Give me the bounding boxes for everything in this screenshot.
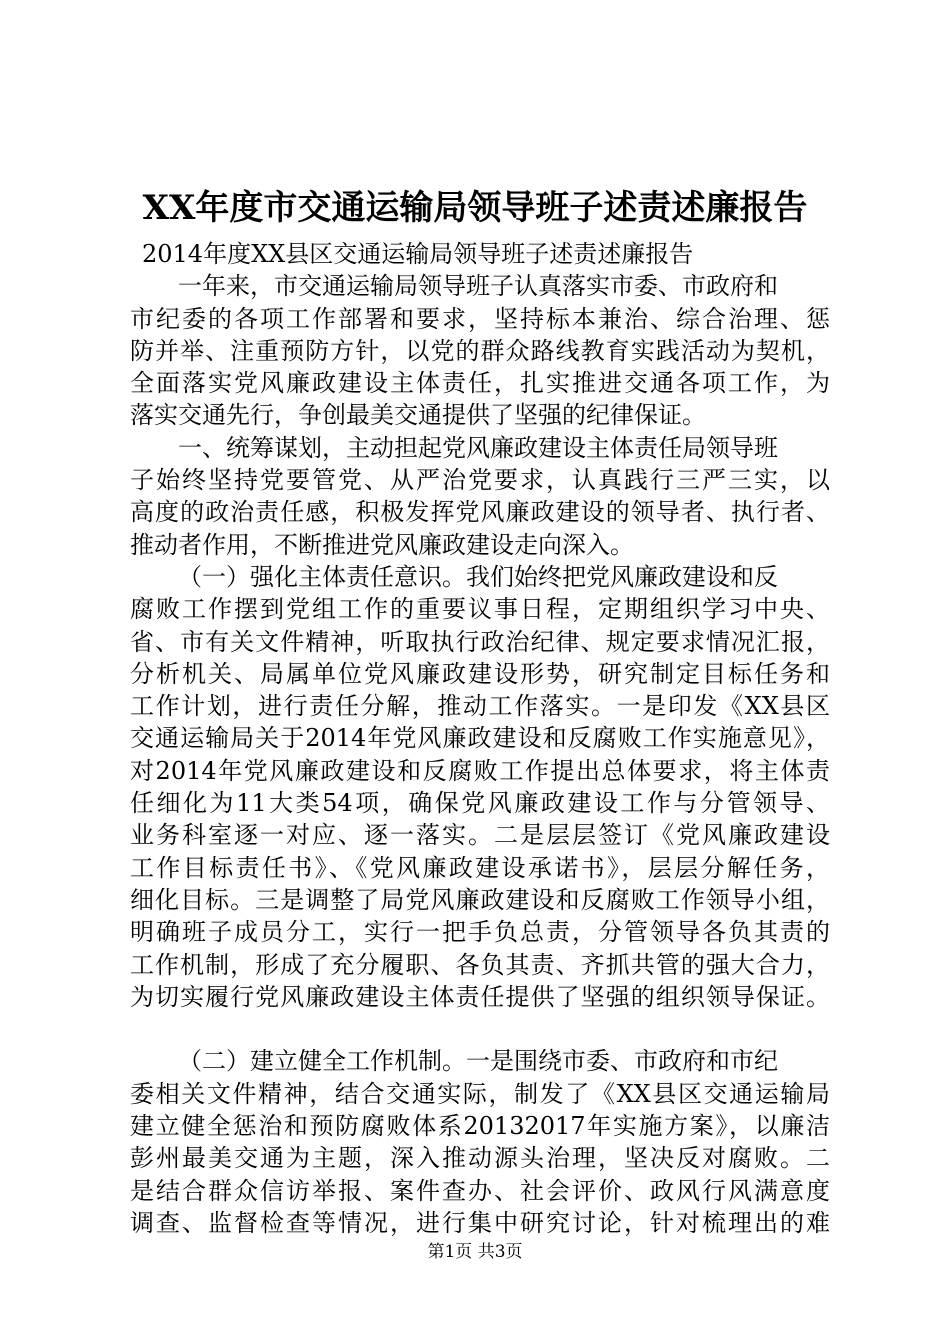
paragraph-line: 高度的政治责任感，积极发挥党风廉政建设的领导者、执行者、 — [130, 498, 830, 527]
paragraph-line: 省、市有关文件精神，听取执行政治纪律、规定要求情况汇报， — [130, 627, 830, 656]
paragraph-line: 防并举、注重预防方针，以党的群众路线教育实践活动为契机， — [130, 336, 830, 365]
paragraph-line: 落实交通先行，争创最美交通提供了坚强的纪律保证。 — [130, 401, 706, 430]
paragraph-line: 一年来，市交通运输局领导班子认真落实市委、市政府和 — [178, 272, 778, 301]
paragraph-line: 业务科室逐一对应、逐一落实。二是层层签订《党风廉政建设 — [130, 821, 830, 850]
paragraph-line: 分析机关、局属单位党风廉政建设形势，研究制定目标任务和 — [130, 659, 830, 688]
paragraph-line: 工作计划，进行责任分解，推动工作落实。一是印发《XX县区 — [130, 692, 830, 721]
paragraph-line: 建立健全惩治和预防腐败体系20132017年实施方案》，以廉洁 — [130, 1112, 830, 1141]
section-heading-line: 一、统筹谋划，主动担起党风廉政建设主体责任局领导班 — [178, 433, 778, 462]
paragraph-line: 彭州最美交通为主题，深入推动源头治理，坚决反对腐败。二 — [130, 1144, 830, 1173]
paragraph-line: 全面落实党风廉政建设主体责任，扎实推进交通各项工作，为 — [130, 369, 830, 398]
paragraph-line: 工作机制，形成了充分履职、各负其责、齐抓共管的强大合力， — [130, 950, 830, 979]
paragraph-line: 推动者作用，不断推进党风廉政建设走向深入。 — [130, 530, 634, 559]
document-title: XX年度市交通运输局领导班子述责述廉报告 — [142, 188, 808, 228]
paragraph-line: 子始终坚持党要管党、从严治党要求，认真践行三严三实，以 — [130, 466, 830, 495]
paragraph-line: 市纪委的各项工作部署和要求，坚持标本兼治、综合治理、惩 — [130, 304, 830, 333]
paragraph-line: 腐败工作摆到党组工作的重要议事日程，定期组织学习中央、 — [130, 595, 830, 624]
paragraph-line: 是结合群众信访举报、案件查办、社会评价、政风行风满意度 — [130, 1176, 830, 1205]
paragraph-line: 交通运输局关于2014年党风廉政建设和反腐败工作实施意见》， — [130, 724, 830, 753]
document-subtitle: 2014年度XX县区交通运输局领导班子述责述廉报告 — [142, 240, 694, 268]
paragraph-line: 委相关文件精神，结合交通实际，制发了《XX县区交通运输局 — [130, 1079, 830, 1108]
paragraph-gap — [130, 1013, 830, 1045]
paragraph-line: 对2014年党风廉政建设和反腐败工作提出总体要求，将主体责 — [130, 756, 830, 785]
paragraph-line: 调查、监督检查等情况，进行集中研究讨论，针对梳理出的难 — [130, 1208, 830, 1237]
paragraph-line: 明确班子成员分工，实行一把手负总责，分管领导各负其责的 — [130, 918, 830, 947]
subsection-heading-line: （一）强化主体责任意识。我们始终把党风廉政建设和反 — [178, 562, 778, 591]
paragraph-line: 为切实履行党风廉政建设主体责任提供了坚强的组织领导保证。 — [130, 982, 830, 1011]
subsection-heading-line: （二）建立健全工作机制。一是围绕市委、市政府和市纪 — [178, 1047, 778, 1076]
paragraph-line: 任细化为11大类54项，确保党风廉政建设工作与分管领导、 — [130, 789, 830, 818]
page-footer: 第1页 共3页 — [427, 1242, 523, 1262]
document-body — [130, 238, 830, 1239]
paragraph-line: 细化目标。三是调整了局党风廉政建设和反腐败工作领导小组， — [130, 885, 830, 914]
paragraph-line: 工作目标责任书》、《党风廉政建设承诺书》，层层分解任务， — [130, 853, 830, 882]
